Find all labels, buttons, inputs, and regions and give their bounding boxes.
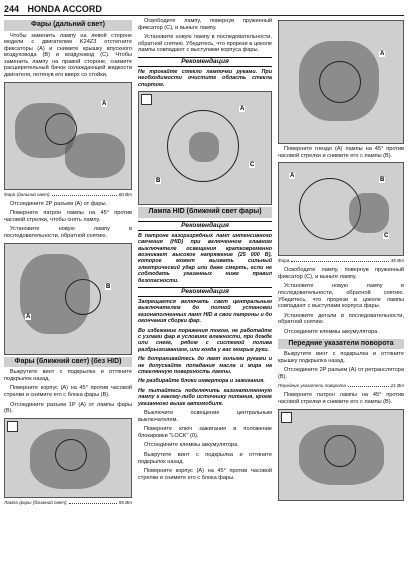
page-title: HONDA ACCORD: [27, 4, 102, 14]
photo-high-beam: A: [4, 82, 132, 190]
paragraph: Выключите освещение центральным выключателем.: [138, 410, 272, 423]
paragraph: Поверните корпус (А) на 45° против часовой стрелки и снимите его с блока фары (В).: [4, 385, 132, 398]
paragraph: Освободите лампу, повернув пружинный фиксатор (С), и выньте лампу.: [278, 267, 404, 280]
paragraph: Выкрутите винт с подкрылка и оттяните подкрылок назад.: [4, 369, 132, 382]
paragraph: Установите новую лампу в последовательности, обратной снятию. Убедитесь, что прорези в цоколе лампы совпадают с выступами корпуса фары.: [138, 34, 272, 54]
paragraph: Поверните ключ зажигания в положение блокировки "LOCK" (0).: [138, 426, 272, 439]
paragraph: Установите новую лампу в последовательности, обратной снятию.: [4, 226, 132, 240]
photo-hid-housing: A: [278, 20, 404, 144]
recommendation-text: Не пытайтесь подключить газонаполненную лампу к какому-либо источнику питания, кроме указанного выше автомобиля.: [138, 387, 272, 407]
paragraph: Поверните гнездо (А) лампы на 45° против часовой стрелки и снимите его с лампы (В).: [278, 146, 404, 159]
recommendation-text: Запрещается включать свет центральным выключателем до полной установки газонаполненных ламп HID в свои патроны и до окончания сборки фар.: [138, 298, 272, 325]
photo-low-beam-removal: A B: [4, 243, 132, 355]
figure-caption: Фара 35 Вт: [278, 258, 404, 264]
column-2: [138, 18, 272, 566]
photo-low-beam-bulb: [4, 418, 132, 498]
column-3: [278, 18, 404, 566]
recommendation-heading: Рекомендация: [138, 221, 272, 231]
section-heading-turn-signals: Передние указатели поворота: [278, 339, 404, 350]
photo-hid-bulb: A B C: [278, 162, 404, 256]
photo-bulb-clip: A B C: [138, 91, 272, 205]
header-rule: [4, 15, 404, 16]
paragraph: Чтобы заменить лампу на левой стороне модели с двигателем K24Z3 отстегните фиксаторы (А) и снимите крышку впускного воздуховода (В) и воздуховод (С). Чтобы заменить лампу на правой стороне, снимите расширительный бачок охлаждающей жидкости двигателя, потянув его вверх со стойки.: [4, 32, 132, 79]
paragraph: Отсоедините 2Р разъем (А) от фары.: [10, 200, 108, 207]
section-heading-high-beam: Фары (дальний свет): [4, 20, 132, 31]
paragraph: Отсоедините клеммы аккумулятора.: [144, 442, 239, 449]
photo-turn-signal: [278, 409, 404, 501]
column-1: [4, 18, 132, 566]
paragraph: Выкрутите винт с подкрылка и оттяните подкрылок назад.: [138, 452, 272, 465]
paragraph: Поверните патрон лампы на 45° против часовой стрелки и снимите его с лампы (В).: [278, 392, 404, 405]
section-heading-hid: Лампа HID (ближний свет фары): [138, 207, 272, 218]
paragraph: Выкрутите винт с подкрылка и оттяните крышку подкрылка назад.: [278, 351, 404, 364]
recommendation-text: Не дотрагивайтесь до ламп голыми руками и не допускайте попадания масла и жира на стеклянную поверхность лампы.: [138, 356, 272, 375]
recommendation-text: Не разбирайте блоки инвертора и зажигания.: [138, 378, 265, 385]
figure-caption: Передние указатели поворота 21 Вт: [278, 383, 404, 389]
paragraph: Отсоедините 2Р разъем (А) от ретранслятора (В).: [278, 367, 404, 380]
paragraph: Поверните патрон лампы на 45° против часовой стрелки, чтобы снять лампу.: [4, 210, 132, 223]
recommendation-text: Не трогайте стекло лампочки руками. При необходимости очистите область стекла спиртом.: [138, 68, 272, 88]
paragraph: Отсоедините разъем 1Р (А) от лампы фары (В).: [4, 401, 132, 415]
paragraph: Установите детали в последовательности, обратной снятию.: [278, 312, 404, 326]
paragraph: Отсоедините клеммы аккумулятора.: [284, 328, 379, 335]
paragraph: Освободите лампу, повернув пружинный фиксатор (С), и выньте лампу.: [138, 18, 272, 31]
paragraph: Поверните корпус (А) на 45° против часовой стрелки и снимите его с блока фары.: [138, 468, 272, 481]
page-header: [4, 4, 102, 14]
section-heading-low-beam: Фары (ближний свет) (без HID): [4, 357, 132, 368]
page-number: 244: [4, 4, 20, 14]
recommendation-heading: Рекомендация: [138, 57, 272, 67]
recommendation-text: В патроне газоразрядных ламп интенсивного свечения (HID) при включенном главном выключателе освещения кратковременно возникает высокое напряжение (25 000 В), которое может вызвать сильный электрический удар или даже смерть, если не соблюдать указанных ниже правил безопасности.: [138, 232, 272, 284]
recommendation-text: Во избежание поражения током, не работайте с узлами фар в условиях влажности, при дожде или снеге, рядом с системой полива разбрызгиванием, или когда у вас мокрые руки.: [138, 327, 272, 353]
paragraph: Установите новую лампу в последовательности, обратной снятию. Убедитесь, что прорези в цоколе лампы совпадают с выступами корпуса фары.: [278, 283, 404, 310]
figure-caption: Фара (дальний свет) 60 Вт: [4, 191, 132, 197]
figure-caption: Лампа фары (ближний свет) 55 Вт: [4, 499, 132, 505]
recommendation-heading: Рекомендация: [138, 287, 272, 297]
